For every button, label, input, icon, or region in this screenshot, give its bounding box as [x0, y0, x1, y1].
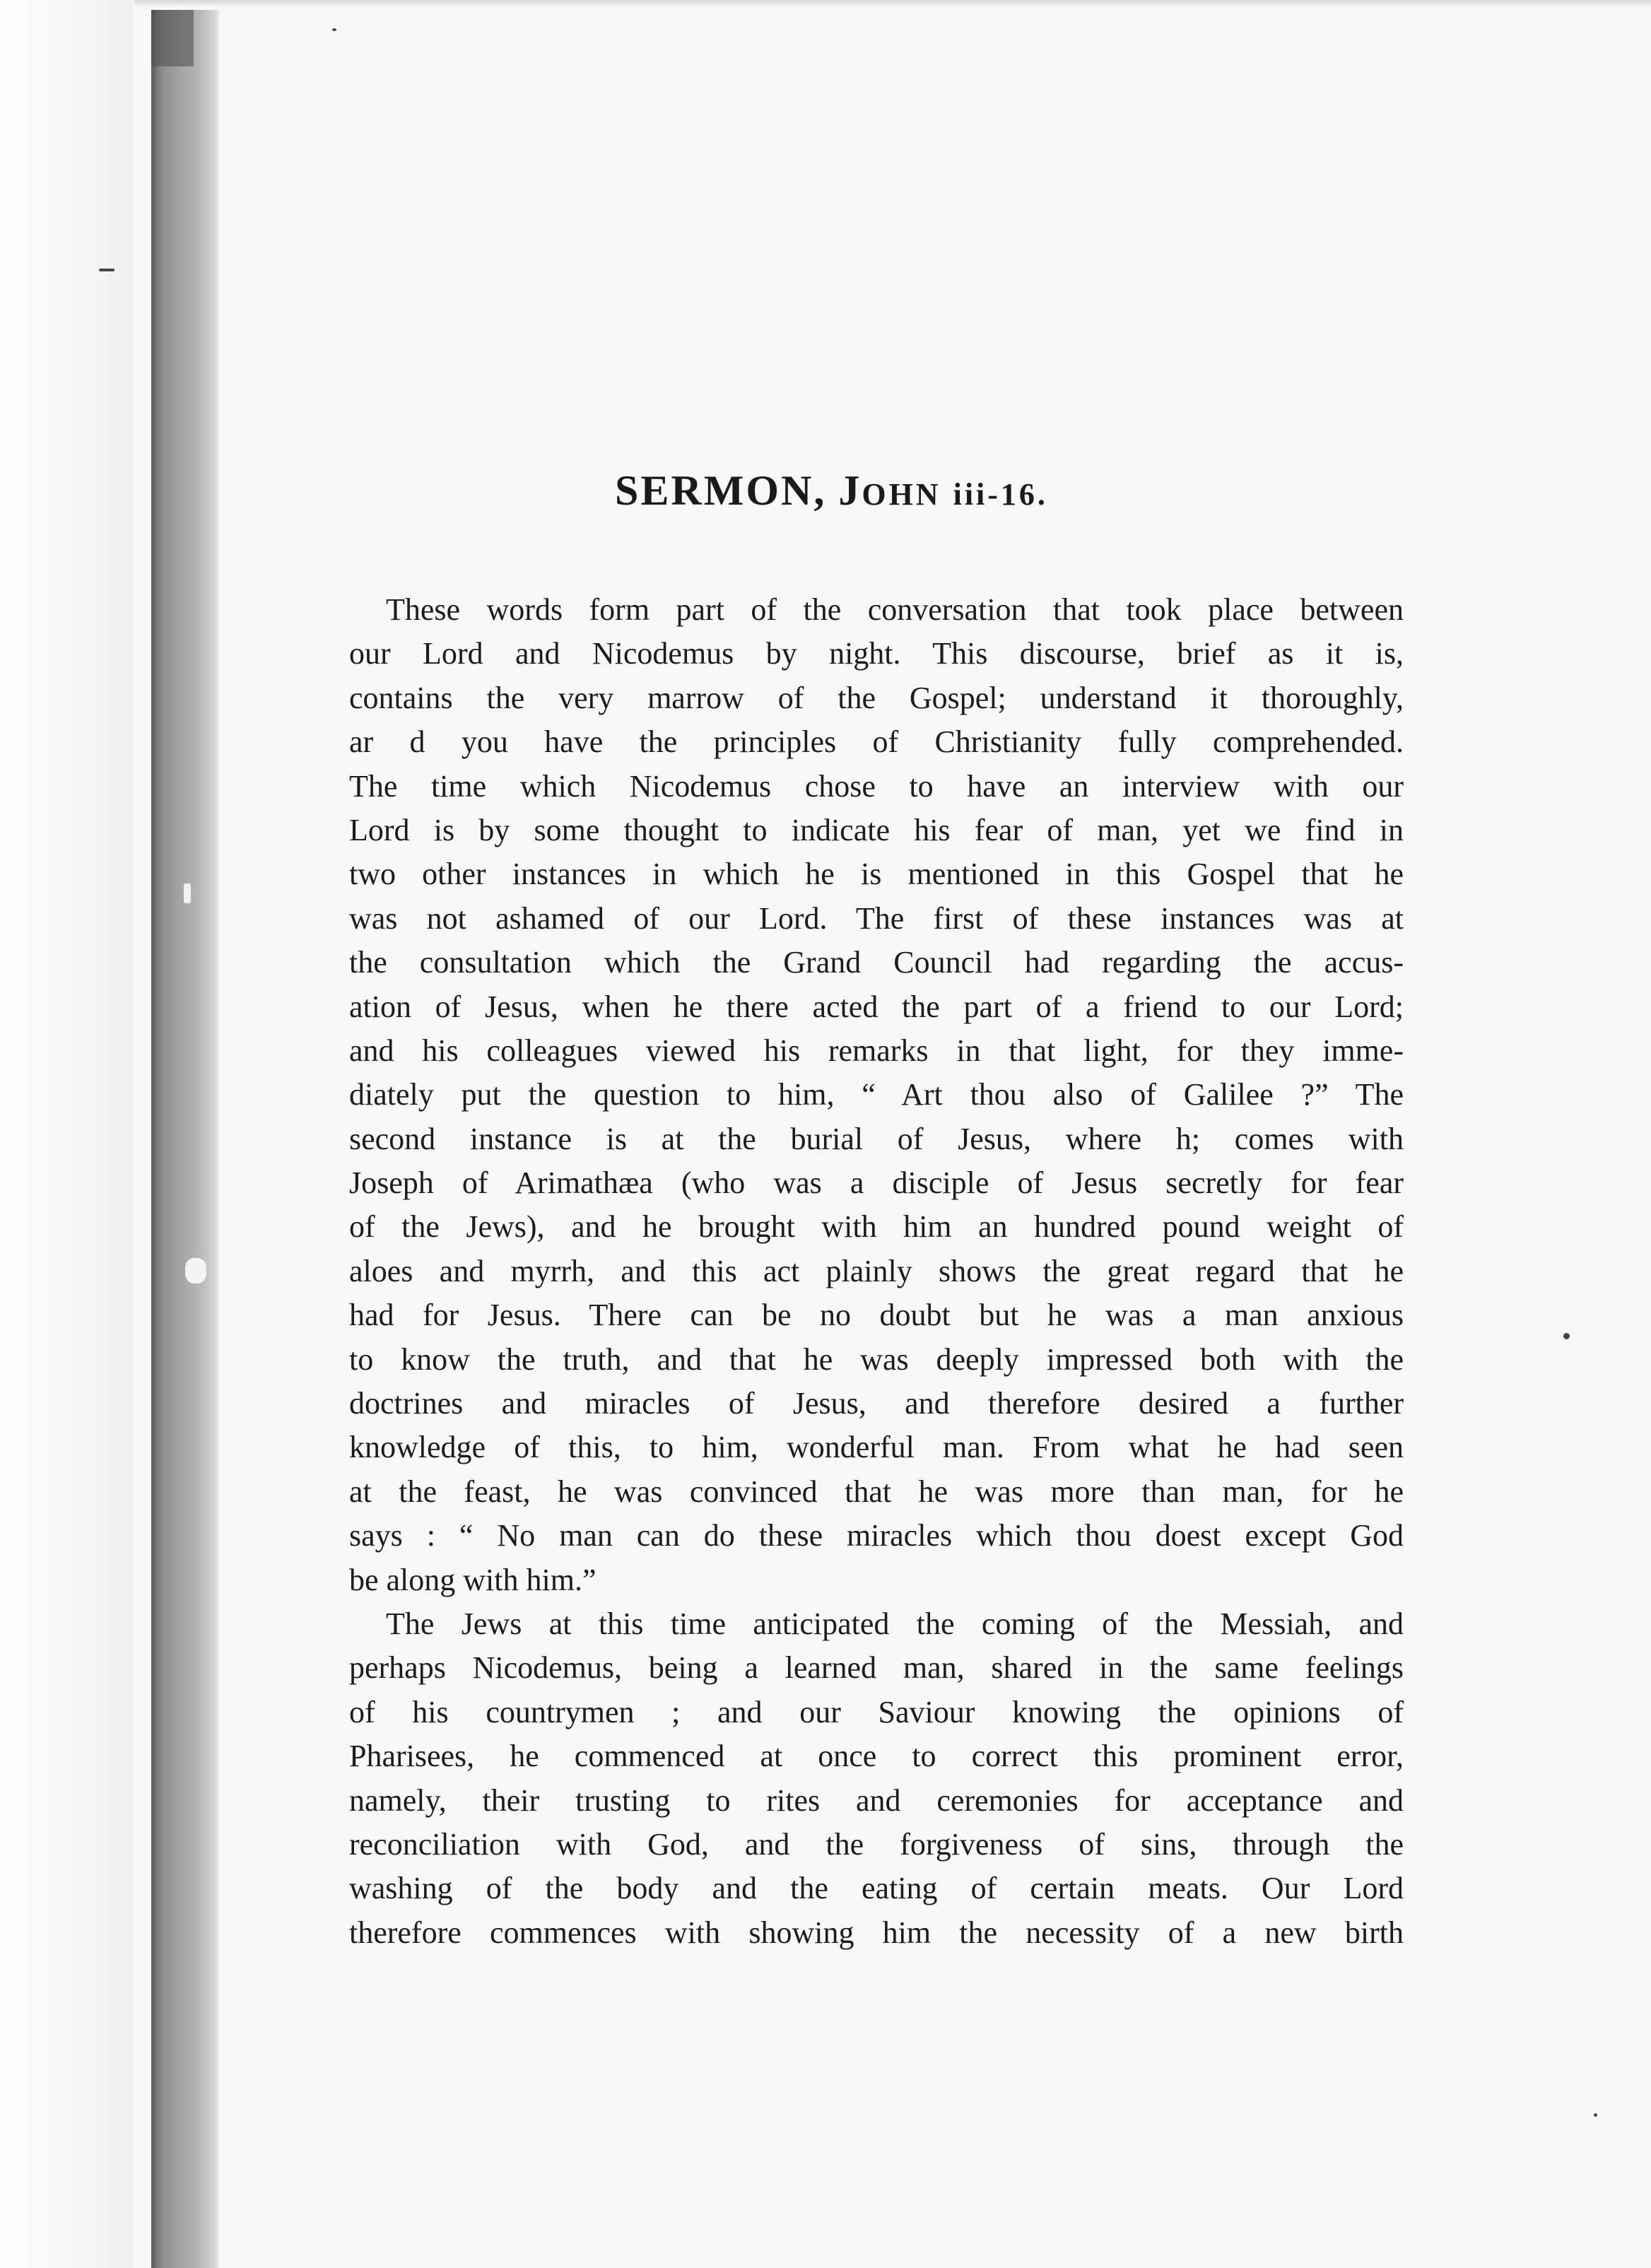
scan-speck	[185, 1258, 206, 1283]
text-line: and his colleagues viewed his remarks in that light, for they imme-	[349, 1033, 1404, 1068]
scan-speck	[1563, 1333, 1570, 1339]
text-line: doctrines and miracles of Jesus, and therefore desired a further	[349, 1386, 1404, 1421]
text-line: of the Jews), and he brought with him an hundred pound weight of	[349, 1209, 1404, 1245]
text-line: contains the very marrow of the Gospel; understand it thoroughly,	[349, 680, 1404, 715]
title-name-rest: OHN	[862, 477, 941, 512]
title-reference: iii-16.	[953, 477, 1048, 512]
text-line: of his countrymen ; and our Saviour knowing the opinions of	[349, 1694, 1404, 1729]
text-line: Lord is by some thought to indicate his fear of man, yet we find in	[349, 812, 1404, 847]
text-line: knowledge of this, to him, wonderful man. From what he had seen	[349, 1430, 1404, 1465]
text-line: our Lord and Nicodemus by night. This discourse, brief as it is,	[349, 636, 1404, 671]
text-line: ar d you have the principles of Christianity fully comprehended.	[349, 724, 1404, 760]
sermon-body	[349, 588, 1404, 1955]
text-line: therefore commences with showing him the necessity of a new birth	[349, 1915, 1404, 1950]
text-line: Joseph of Arimathæa (who was a disciple of Jesus secretly for fear	[349, 1165, 1404, 1201]
text-line: The time which Nicodemus chose to have an interview with our	[349, 768, 1404, 804]
title-name-initial: J	[838, 467, 862, 514]
text-line: at the feast, he was convinced that he was more than man, for he	[349, 1474, 1404, 1509]
binding-gutter-shadow	[151, 10, 219, 2268]
text-line: namely, their trusting to rites and ceremonies for acceptance and	[349, 1782, 1404, 1818]
text-line: the consultation which the Grand Council had regarding the accus-	[349, 945, 1404, 980]
text-line: diately put the question to him, “ Art thou also of Galilee ?” The	[349, 1077, 1404, 1112]
scan-speck	[184, 883, 191, 903]
text-line: washing of the body and the eating of certain meats. Our Lord	[349, 1871, 1404, 1906]
binding-top-shadow	[151, 10, 194, 66]
text-line: The Jews at this time anticipated the coming of the Messiah, and	[386, 1606, 1404, 1641]
text-line: was not ashamed of our Lord. The first of these instances was at	[349, 900, 1404, 936]
page-title	[615, 466, 1166, 515]
text-line: two other instances in which he is mentioned in this Gospel that he	[349, 857, 1404, 892]
page-margin-scan-edge	[0, 0, 134, 2268]
text-line: be along with him.”	[349, 1562, 597, 1597]
scan-speck	[332, 28, 336, 31]
title-prefix: SERMON,	[615, 467, 827, 514]
text-line: had for Jesus. There can be no doubt but he was a man anxious	[349, 1298, 1404, 1333]
text-line: Pharisees, he commenced at once to correct this prominent error,	[349, 1739, 1404, 1774]
scan-speck	[99, 269, 114, 271]
text-line: second instance is at the burial of Jesus, where h; comes with	[349, 1121, 1404, 1156]
text-line: says : “ No man can do these miracles which thou doest except God	[349, 1518, 1404, 1553]
text-line: reconciliation with God, and the forgiveness of sins, through the	[349, 1826, 1404, 1862]
text-line: perhaps Nicodemus, being a learned man, shared in the same feelings	[349, 1650, 1404, 1686]
text-line: ation of Jesus, when he there acted the part of a friend to our Lord;	[349, 989, 1404, 1024]
scan-speck	[1594, 2113, 1597, 2117]
page-top-shadow	[0, 0, 1651, 7]
text-line: These words form part of the conversation that took place between	[386, 592, 1404, 627]
text-line: aloes and myrrh, and this act plainly shows the great regard that he	[349, 1253, 1404, 1288]
text-line: to know the truth, and that he was deeply impressed both with the	[349, 1341, 1404, 1377]
